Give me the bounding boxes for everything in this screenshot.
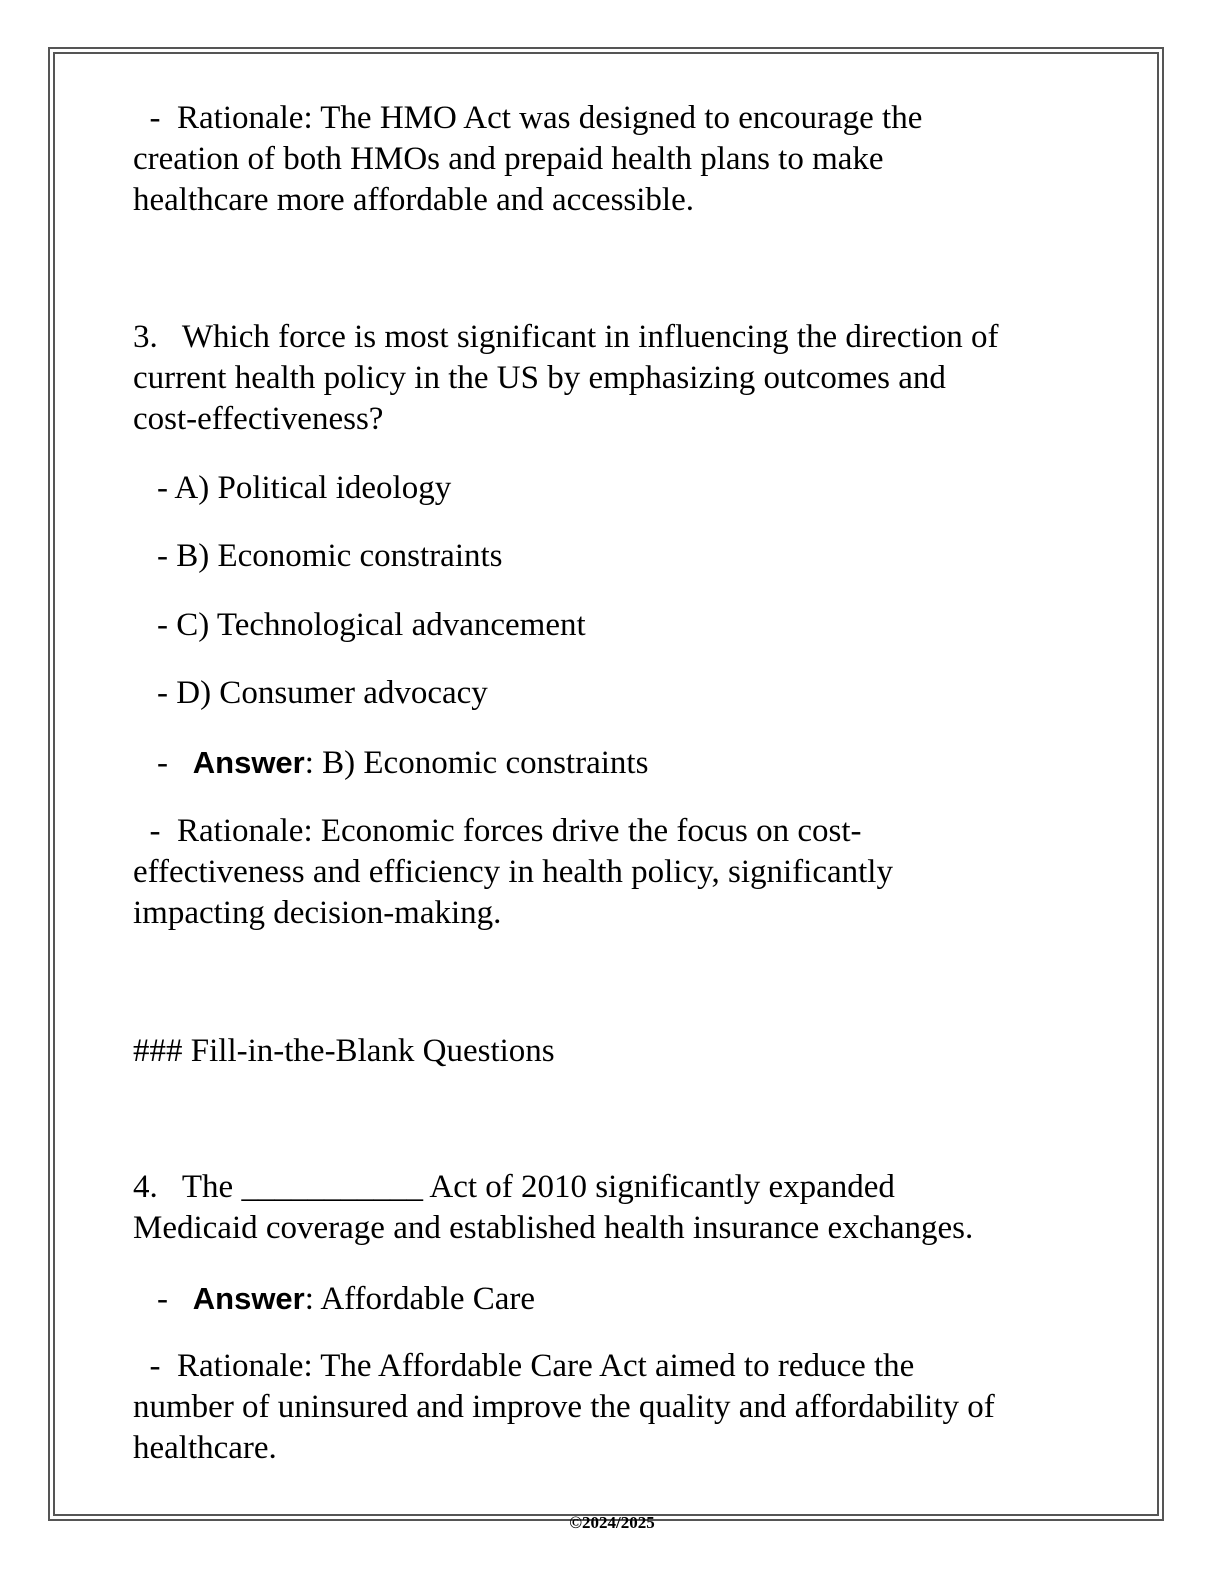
question-3-option-c: - C) Technological advancement	[157, 607, 586, 643]
question-4-rationale-line-3: healthcare.	[133, 1430, 277, 1466]
question-3-option-a: - A) Political ideology	[157, 470, 452, 506]
question-3-rationale-line-3: impacting decision-making.	[133, 895, 502, 931]
question-4-line-1: 4. The ___________ Act of 2010 significantly expanded	[133, 1169, 895, 1205]
question-3-line-1: 3. Which force is most significant in influencing the direction of	[133, 319, 999, 355]
question-4-answer	[157, 1278, 535, 1320]
question-4-rationale-line-1: - Rationale: The Affordable Care Act aimed to reduce the	[133, 1348, 915, 1384]
answer-label: Answer	[192, 745, 305, 780]
rationale-2-line-3: healthcare more affordable and accessible.	[133, 182, 694, 218]
question-3-option-b: - B) Economic constraints	[157, 538, 503, 574]
question-3-option-d: - D) Consumer advocacy	[157, 675, 488, 711]
question-3-line-3: cost-effectiveness?	[133, 401, 384, 437]
question-4-line-2: Medicaid coverage and established health insurance exchanges.	[133, 1210, 974, 1246]
question-3-rationale-line-1: - Rationale: Economic forces drive the focus on cost-	[133, 813, 862, 849]
rationale-2-line-2: creation of both HMOs and prepaid health plans to make	[133, 141, 884, 177]
question-4-rationale-line-2: number of uninsured and improve the quality and affordability of	[133, 1389, 995, 1425]
section-heading: ### Fill-in-the-Blank Questions	[133, 1033, 555, 1069]
answer-label: Answer	[192, 1281, 305, 1316]
rationale-2-line-1: - Rationale: The HMO Act was designed to encourage the	[133, 100, 923, 136]
page-footer-copyright: ©2024/2025	[569, 1513, 655, 1532]
answer-value: : Affordable Care	[304, 1281, 536, 1317]
question-3-line-2: current health policy in the US by emphasizing outcomes and	[133, 360, 946, 396]
answer-prefix: -	[157, 1281, 193, 1317]
answer-value: : B) Economic constraints	[304, 745, 649, 781]
answer-prefix: -	[157, 745, 193, 781]
question-3-answer	[157, 742, 648, 784]
question-3-rationale-line-2: effectiveness and efficiency in health policy, significantly	[133, 854, 893, 890]
